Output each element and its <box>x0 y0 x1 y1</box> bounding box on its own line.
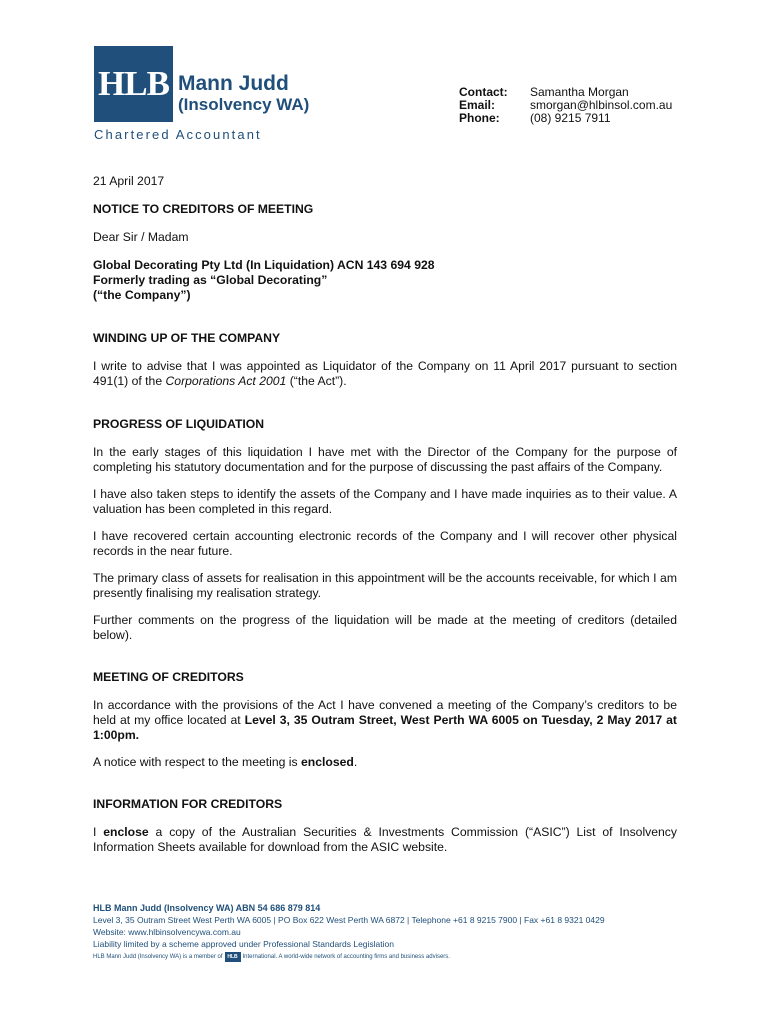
firm-name: Mann Judd <box>178 72 289 95</box>
paragraph-information <box>93 825 677 855</box>
notice-text: A notice with respect to the meeting is <box>93 755 301 769</box>
paragraph-meeting-1 <box>93 698 677 743</box>
company-line-2: Formerly trading as “Global Decorating” <box>93 273 328 287</box>
footer-liability: Liability limited by a scheme approved under Professional Standards Legislation <box>93 939 394 949</box>
section-heading-progress: PROGRESS OF LIQUIDATION <box>93 417 265 431</box>
company-details <box>93 258 677 303</box>
email-value[interactable]: smorgan@hlbinsol.com.au <box>530 98 673 112</box>
appointment-text: I write to advise that I was appointed as Liquidator of the Company on 11 April 2017 pursuant to section 491(1) of the <box>93 359 677 388</box>
paragraph-progress-4: The primary class of assets for realisation in this appointment will be the accounts receivable, for which I am presently finalising my realisation strategy. <box>93 571 677 600</box>
paragraph-progress-1: In the early stages of this liquidation I have met with the Director of the Company for the purpose of completing his statutory documentation and for the purpose of discussing the past affairs of the Company. <box>93 445 677 474</box>
enclose-word: enclose <box>103 825 149 839</box>
info-text-start: I <box>93 825 104 839</box>
phone-value: (08) 9215 7911 <box>530 111 611 125</box>
hlb-logo-mark: HLB <box>94 46 173 122</box>
membership-text: HLB Mann Judd (Insolvency WA) is a member of <box>93 954 223 960</box>
paragraph-meeting-2 <box>93 755 677 770</box>
letter-body <box>93 174 677 855</box>
firm-subtitle: (Insolvency WA) <box>178 95 310 114</box>
notice-text-end: . <box>353 755 358 769</box>
letter-footer <box>93 902 693 962</box>
section-heading-winding-up: WINDING UP OF THE COMPANY <box>93 331 281 345</box>
company-line-3: (“the Company”) <box>93 288 191 302</box>
footer-membership <box>93 952 693 962</box>
salutation: Dear Sir / Madam <box>93 230 189 244</box>
paragraph-progress-3: I have recovered certain accounting electronic records of the Company and I will recover other physical records in the near future. <box>93 529 677 558</box>
enclosed-word: enclosed <box>300 755 354 769</box>
hlb-international-logo-icon: HLB <box>225 952 241 962</box>
membership-text-end: International. A world-wide network of accounting firms and business advisers. <box>242 954 450 960</box>
letter-date: 21 April 2017 <box>93 174 165 188</box>
section-heading-meeting: MEETING OF CREDITORS <box>93 670 244 684</box>
company-line-1: Global Decorating Pty Ltd (In Liquidation) ACN 143 694 928 <box>93 258 435 272</box>
phone-row <box>459 112 672 125</box>
footer-firm-abn: HLB Mann Judd (Insolvency WA) ABN 54 686 879 814 <box>93 903 321 913</box>
firm-logo <box>94 46 354 146</box>
meeting-text: In accordance with the provisions of the Act I have convened a meeting of the Company’s creditors to be held at my office located at <box>93 698 677 727</box>
footer-website[interactable]: Website: www.hlbinsolvencywa.com.au <box>93 927 241 937</box>
contact-block <box>459 86 672 125</box>
paragraph-progress-5: Further comments on the progress of the liquidation will be made at the meeting of creditors (detailed below). <box>93 613 677 642</box>
letter-title: NOTICE TO CREDITORS OF MEETING <box>93 202 314 216</box>
section-heading-information: INFORMATION FOR CREDITORS <box>93 797 283 811</box>
meeting-location-time: Level 3, 35 Outram Street, West Perth WA 6005 on Tuesday, 2 May 2017 at 1:00pm. <box>93 713 677 742</box>
contact-name: Samantha Morgan <box>530 85 629 99</box>
appointment-text-end: (“the Act”). <box>286 374 347 388</box>
footer-address: Level 3, 35 Outram Street West Perth WA 6005 | PO Box 622 West Perth WA 6872 | Telephone +61 8 9215 7900 | Fax +61 8 9321 0429 <box>93 915 605 925</box>
info-text: a copy of the Australian Securities & Investments Commission (“ASIC”) List of Insolvency Information Sheets available for download from the ASIC website. <box>93 825 677 854</box>
phone-label: Phone: <box>459 111 500 125</box>
firm-tagline: Chartered Accountant <box>94 127 262 142</box>
paragraph-progress-2: I have also taken steps to identify the assets of the Company and I have made inquiries as to their value. A valuation has been completed in this regard. <box>93 487 677 516</box>
contact-label: Contact: <box>459 85 508 99</box>
act-name: Corporations Act 2001 <box>165 374 287 388</box>
paragraph-appointment <box>93 359 677 389</box>
email-label: Email: <box>459 98 496 112</box>
